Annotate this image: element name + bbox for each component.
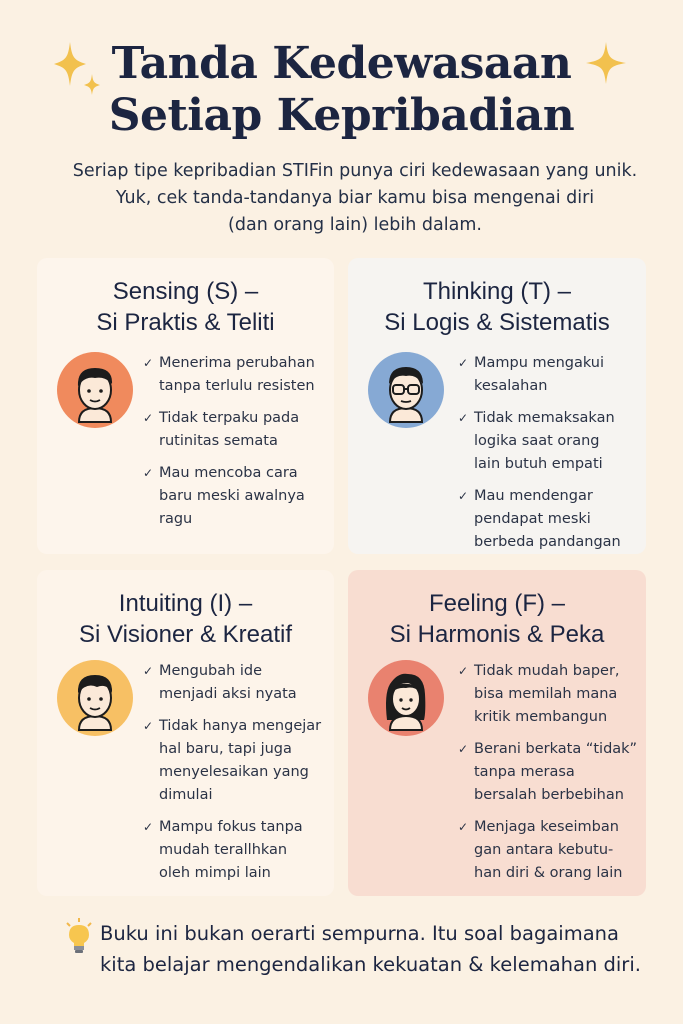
trait-list bbox=[458, 352, 643, 563]
lightbulb-icon bbox=[64, 918, 94, 954]
card-title-line2: Si Harmonis & Peka bbox=[389, 621, 605, 648]
list-item: ✓ Tidak terpaku pada rutinitas semata bbox=[143, 407, 328, 453]
page-title-line1: Tanda Kedewasaan bbox=[111, 38, 572, 89]
man-face-icon bbox=[57, 660, 133, 736]
card-title bbox=[37, 276, 334, 338]
man-face-icon bbox=[57, 352, 133, 428]
trait-list bbox=[143, 660, 331, 894]
list-item: ✓ Berani berkata “tidak” tanpa merasa bersalah berbebihan bbox=[458, 738, 644, 807]
footer-line1: Buku ini bukan oerarti sempurna. Itu soal bagaimana bbox=[100, 922, 619, 945]
list-item: ✓ Mampu mengakui kesalahan bbox=[458, 352, 643, 398]
intro-line1: Seriap tipe kepribadian STIFin punya ciri kedewasaan yang unik. bbox=[72, 161, 638, 181]
card-title-line1: Intuiting (I) – bbox=[118, 590, 253, 617]
card-intuiting bbox=[37, 570, 334, 896]
card-title-line1: Thinking (T) – bbox=[422, 278, 572, 305]
footer-text bbox=[100, 918, 680, 980]
card-thinking bbox=[348, 258, 646, 554]
list-item: ✓ Tidak hanya mengejar hal baru, tapi juga menyelesaikan yang dimulai bbox=[143, 715, 331, 807]
card-title bbox=[348, 588, 646, 650]
card-title-line1: Sensing (S) – bbox=[112, 278, 259, 305]
card-title-line2: Si Praktis & Teliti bbox=[96, 309, 275, 336]
intro-text bbox=[40, 158, 670, 239]
list-item: ✓ Mau mencoba cara baru meski awalnya ragu bbox=[143, 462, 328, 531]
list-item: ✓ Menerima perubahan tanpa terlulu resisten bbox=[143, 352, 328, 398]
list-item: ✓ Menjaga keseimban gan antara kebutu- han diri & orang lain bbox=[458, 816, 644, 885]
trait-list bbox=[458, 660, 644, 894]
trait-list bbox=[143, 352, 328, 540]
list-item: ✓ Tidak mudah baper, bisa memilah mana kritik membangun bbox=[458, 660, 644, 729]
list-item: ✓ Mau mendengar pendapat meski berbeda pandangan bbox=[458, 485, 643, 554]
card-title-line1: Feeling (F) – bbox=[428, 590, 566, 617]
footer-line2: kita belajar mengendalikan kekuatan & kelemahan diri. bbox=[100, 953, 641, 976]
card-title bbox=[348, 276, 646, 338]
woman-face-icon bbox=[368, 660, 444, 736]
page-title-line2: Setiap Kepribadian bbox=[108, 90, 575, 141]
page-title bbox=[0, 38, 683, 142]
intro-line3: (dan orang lain) lebih dalam. bbox=[228, 215, 482, 235]
list-item: ✓ Mengubah ide menjadi aksi nyata bbox=[143, 660, 331, 706]
list-item: ✓ Tidak memaksakan logika saat orang lain butuh empati bbox=[458, 407, 643, 476]
card-feeling bbox=[348, 570, 646, 896]
list-item: ✓ Mampu fokus tanpa mudah terallhkan oleh mimpi lain bbox=[143, 816, 331, 885]
card-title bbox=[37, 588, 334, 650]
man-glasses-face-icon bbox=[368, 352, 444, 428]
card-title-line2: Si Visioner & Kreatif bbox=[79, 621, 292, 648]
card-title-line2: Si Logis & Sistematis bbox=[384, 309, 610, 336]
card-sensing bbox=[37, 258, 334, 554]
intro-line2: Yuk, cek tanda-tandanya biar kamu bisa mengenai diri bbox=[115, 188, 595, 208]
